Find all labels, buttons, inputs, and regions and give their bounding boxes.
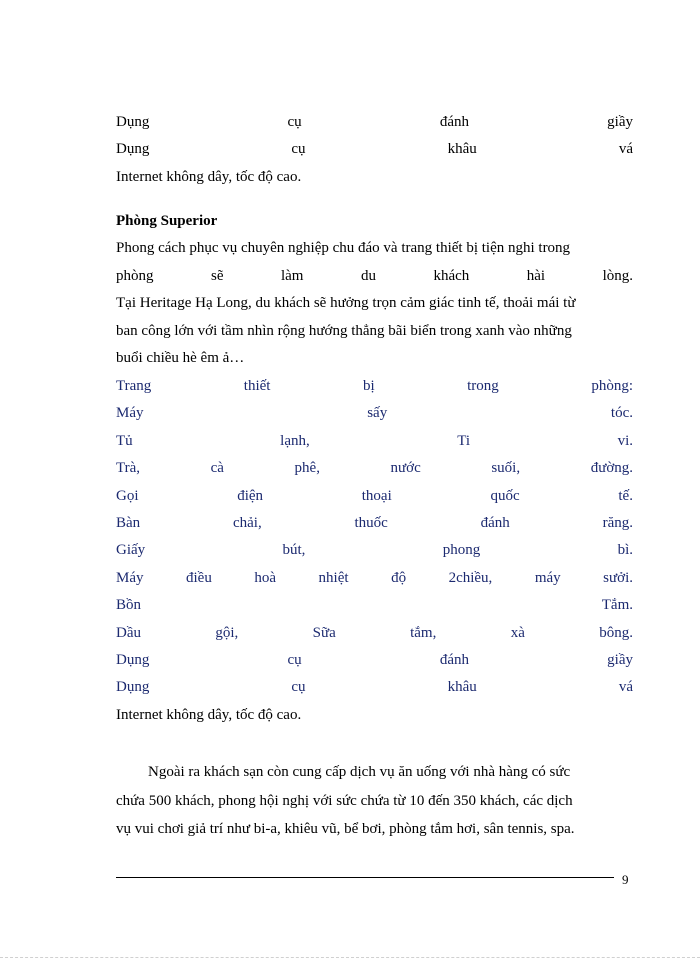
paragraph-line: vụ vui chơi giả trí như bi-a, khiêu vũ, bể bơi, phòng tắm hơi, sân tennis, spa. xyxy=(116,821,575,838)
amenity-line: Giấy bút, phong bì. xyxy=(116,542,633,559)
internet-line: Internet không dây, tốc độ cao. xyxy=(116,168,302,185)
intro-line: Phong cách phục vụ chuyên nghiệp chu đáo và trang thiết bị tiện nghi trong xyxy=(116,240,571,257)
paragraph-line: Ngoài ra khách sạn còn cung cấp dịch vụ ăn uống với nhà hàng có sức xyxy=(148,764,571,780)
intro-line: phòng sẽ làm du khách hài lòng. xyxy=(116,267,633,284)
footer-rule xyxy=(116,877,614,878)
page-number: 9 xyxy=(622,872,629,887)
internet-line: Internet không dây, tốc độ cao. xyxy=(116,706,302,723)
amenity-line: Gọi điện thoại quốc tế. xyxy=(116,487,633,504)
paragraph-line: chứa 500 khách, phong hội nghị với sức chứa từ 10 đến 350 khách, các dịch xyxy=(116,792,573,809)
amenity-line: Dụng cụ khâu vá xyxy=(116,141,633,158)
amenity-line: Dụng cụ đánh giầy xyxy=(116,651,633,668)
room-amenity-list xyxy=(116,373,633,729)
amenity-line: Máy điều hoà nhiệt độ 2chiều, máy sưởi. xyxy=(116,569,633,586)
amenity-line: Bồn Tắm. xyxy=(116,597,633,614)
section-title: Phòng Superior xyxy=(116,213,218,229)
amenity-line: Máy sấy tóc. xyxy=(116,405,633,422)
intro-line: buổi chiều hè êm ả… xyxy=(116,349,245,366)
amenity-line: Dầu gội, Sữa tắm, xà bông. xyxy=(116,624,633,641)
page-edge-divider xyxy=(0,957,700,958)
amenity-line: Tủ lạnh, Ti vi. xyxy=(116,432,633,449)
closing-paragraph xyxy=(116,758,633,844)
amenity-line: Trang thiết bị trong phòng: xyxy=(116,378,633,394)
amenity-line: Bàn chải, thuốc đánh răng. xyxy=(116,514,633,531)
superior-section xyxy=(116,208,633,372)
amenity-line: Dụng cụ khâu vá xyxy=(116,679,633,696)
amenity-line: Trà, cà phê, nước suối, đường. xyxy=(116,460,633,477)
amenity-line: Dụng cụ đánh giầy xyxy=(116,114,633,130)
top-amenity-list xyxy=(116,109,633,191)
intro-line: Tại Heritage Hạ Long, du khách sẽ hưởng trọn cảm giác tinh tế, thoải mái từ xyxy=(116,295,576,312)
intro-line: ban công lớn với tầm nhìn rộng hướng thẳng bãi biển trong xanh vào những xyxy=(116,322,572,339)
